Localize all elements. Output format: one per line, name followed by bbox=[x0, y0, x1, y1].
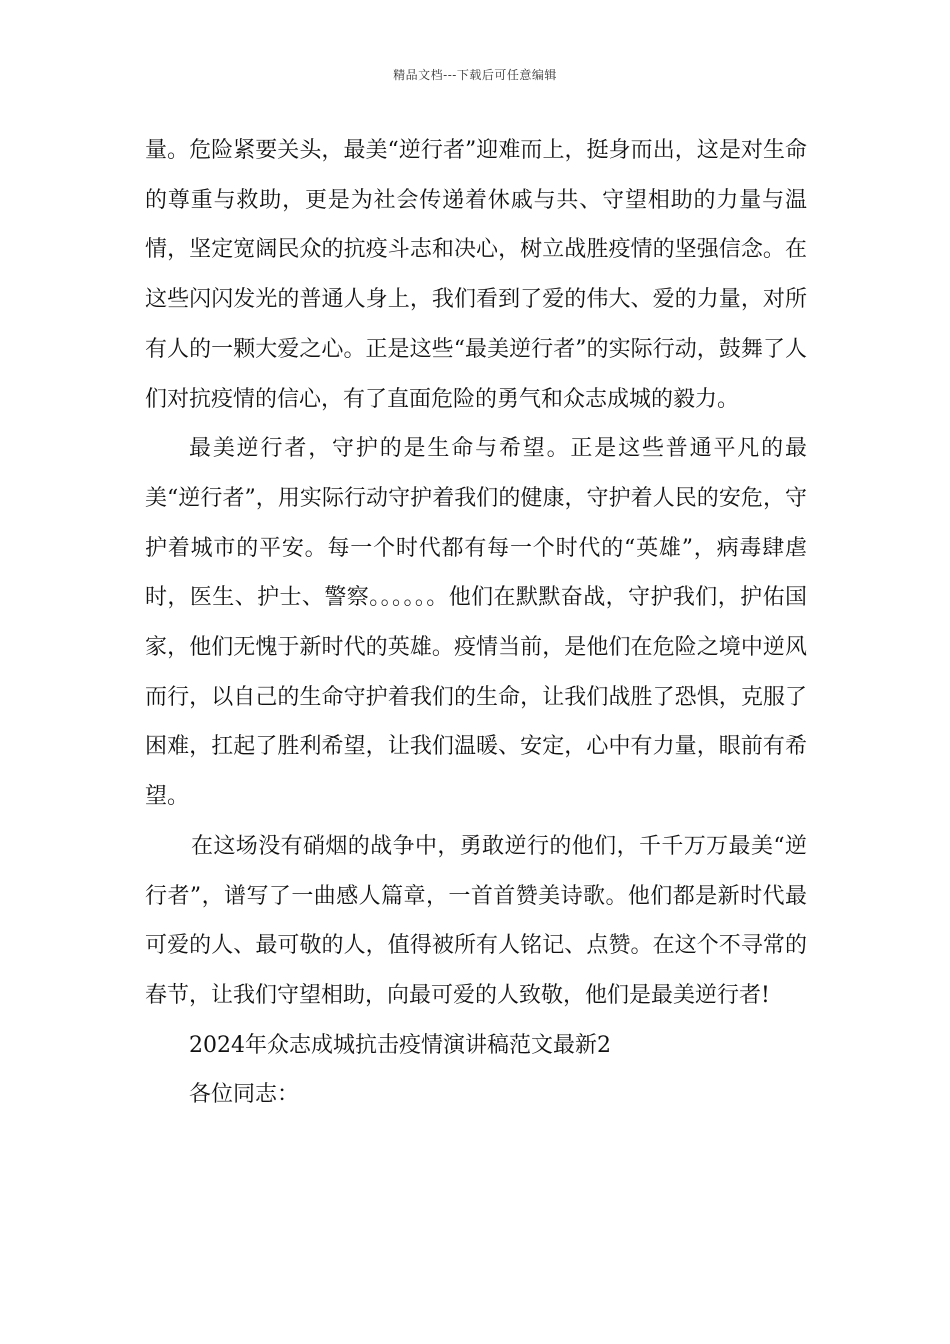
paragraph-1: 量。危险紧要关头，最美“逆行者”迎难而上，挺身而出，这是对生命的尊重与救助，更是为社会传递着休戚与共、守望相助的力量与温情，坚定宽阔民众的抗疫斗志和决心，树立战胜疫情的坚强信念。在这些闪闪发光的普通人身上，我们看到了爱的伟大、爱的力量，对所有人的一颗大爱之心。正是这些“最美逆行者”的实际行动，鼓舞了人们对抗疫情的信心，有了直面危险的勇气和众志成城的毅力。 bbox=[145, 138, 807, 412]
document-body bbox=[145, 126, 807, 1120]
section-title: 2024年众志成城抗击疫情演讲稿范文最新2 bbox=[189, 1032, 611, 1058]
salutation: 各位同志： bbox=[189, 1082, 300, 1108]
page-header: 精品文档---下载后可任意编辑 bbox=[393, 68, 557, 82]
paragraph-2: 最美逆行者，守护的是生命与希望。正是这些普通平凡的最美“逆行者”，用实际行动守护着我们的健康，守护着人民的安危，守护着城市的平安。每一个时代都有每一个时代的“英雄”，病毒肆虐时，医生、护士、警察。。。。。。他们在默默奋战，守护我们，护佑国家，他们无愧于新时代的英雄。疫情当前，是他们在危险之境中逆风而行，以自己的生命守护着我们的生命，让我们战胜了恐惧，克服了困难，扛起了胜利希望，让我们温暖、安定，心中有力量，眼前有希望。 bbox=[145, 436, 807, 810]
paragraph-3: 在这场没有硝烟的战争中，勇敢逆行的他们，千千万万最美“逆行者”，谱写了一曲感人篇章，一首首赞美诗歌。他们都是新时代最可爱的人、最可敬的人，值得被所有人铭记、点赞。在这个不寻常的春节，让我们守望相助，向最可爱的人致敬，他们是最美逆行者! bbox=[145, 833, 807, 1008]
